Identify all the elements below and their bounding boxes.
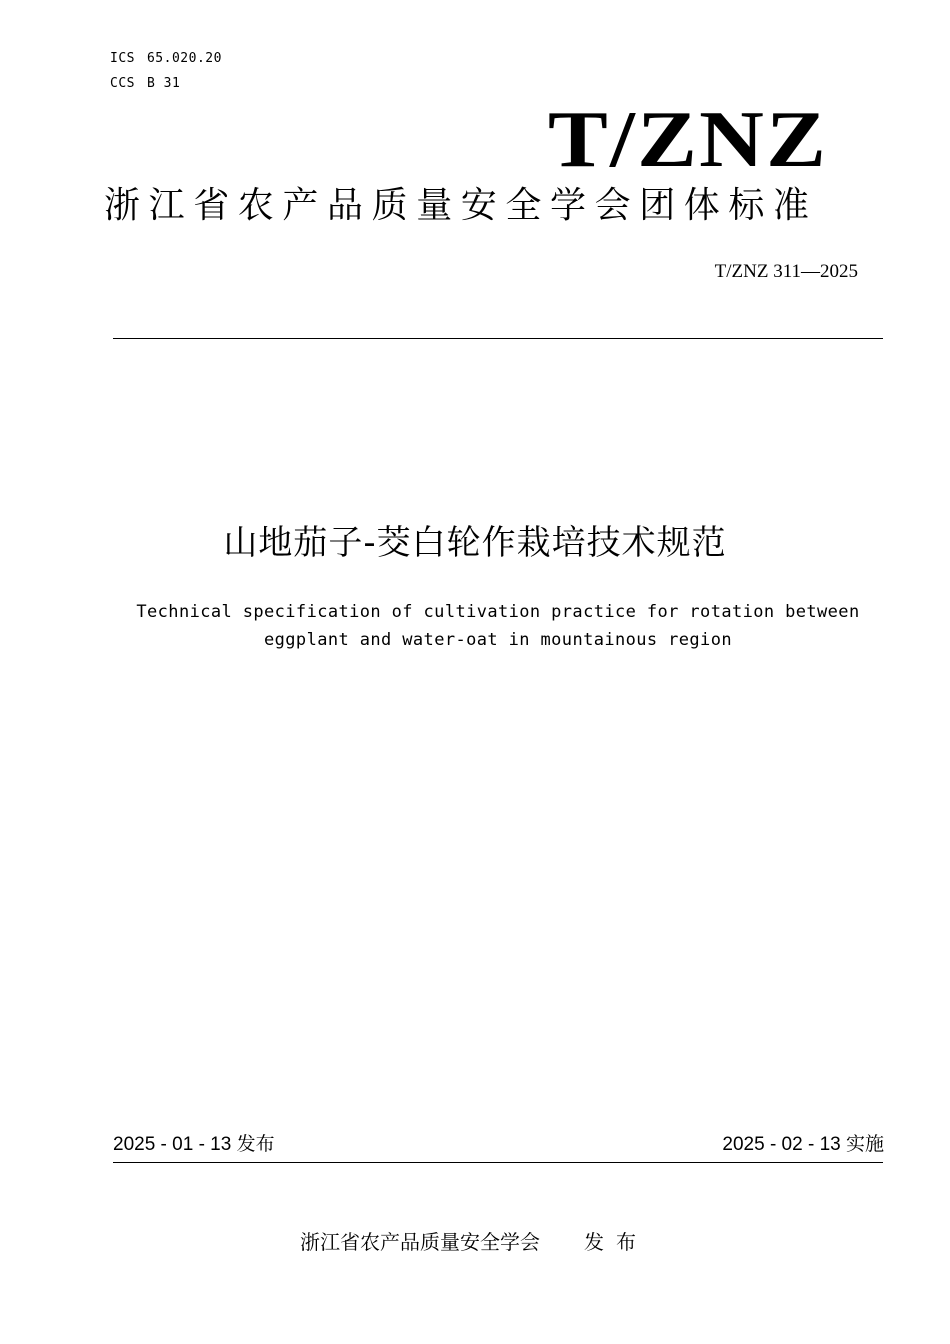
publisher-name: 浙江省农产品质量安全学会 [300,1230,540,1254]
organization-standard-title: 浙江省农产品质量安全学会团体标准 [104,185,818,226]
standard-number: T/ZNZ 311—2025 [714,261,858,282]
classification-codes [110,46,222,96]
ccs-code [110,71,222,96]
ccs-value: B 31 [146,76,181,91]
publisher [300,1228,648,1256]
document-title-english [0,598,950,654]
ccs-label: CCS [110,76,135,91]
header-divider [113,338,883,339]
standard-logo: T/ZNZ [547,96,828,184]
english-title-line-2: eggplant and water-oat in mountainous region [264,630,732,650]
ics-code [110,46,222,71]
english-title-line-1: Technical specification of cultivation practice for rotation between [136,602,860,622]
issue-date: 2025 - 01 - 13 发布 [113,1134,275,1155]
implementation-date: 2025 - 02 - 13 实施 [722,1134,884,1155]
document-title-chinese: 山地茄子-茭白轮作栽培技术规范 [223,523,727,563]
publish-word: 发布 [584,1230,648,1254]
footer-divider [113,1162,883,1163]
ics-label: ICS [110,51,135,66]
ics-value: 65.020.20 [146,51,222,66]
